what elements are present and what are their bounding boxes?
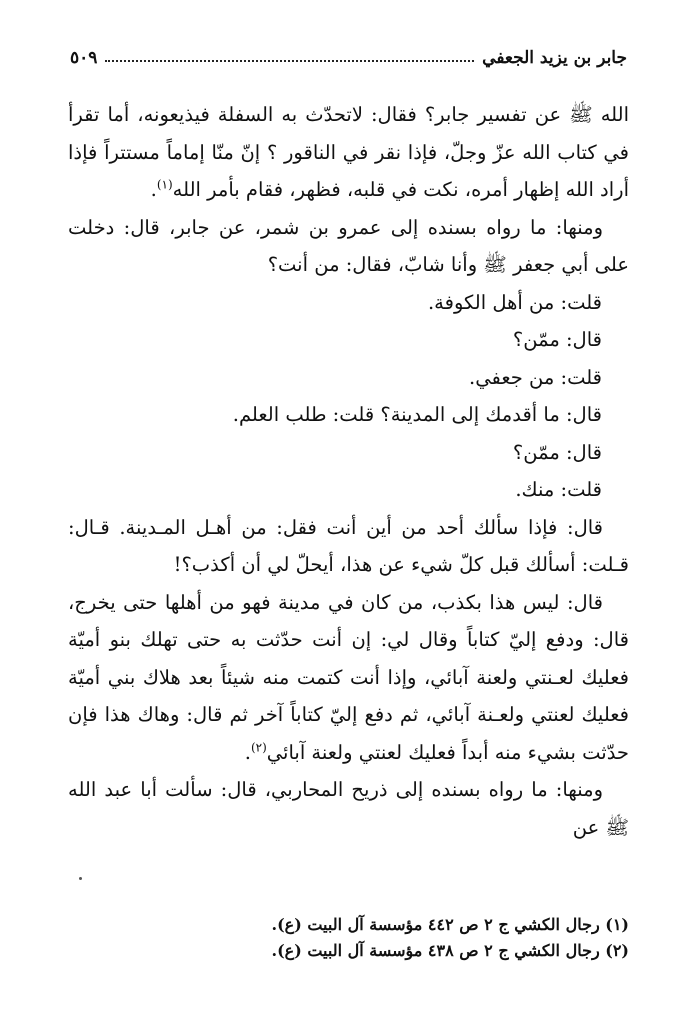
- dialogue-line: قلت: من جعفي.: [469, 365, 602, 389]
- footnote: (٢) رجال الكشي ج ٢ ص ٤٣٨ مؤسسة آل البيت (ع).: [271, 941, 629, 960]
- stray-dot: [79, 877, 82, 880]
- footnote: (١) رجال الكشي ج ٢ ص ٤٤٢ مؤسسة آل البيت (ع).: [271, 915, 629, 934]
- running-header: [70, 42, 627, 68]
- paragraph: الله ﷺ عن تفسير جابر؟ فقال: لاتحدّث به السفلة فيذيعونه، أما تقرأ في كتاب الله عزّ وجلّ، فإذا نقر في الناقور ؟ إنّ منّا إماماً مستتراً فإذا أراد الله إظهار أمره، نكت في قلبه، فظهر، فقام بأمر الله$^{(١)}$.: [68, 103, 629, 201]
- page-number: ٥٠٩: [70, 48, 98, 68]
- dialogue-line: قال: ما أقدمك إلى المدينة؟ قلت: طلب العلم.: [232, 403, 602, 426]
- header-dot-leader: [105, 59, 474, 62]
- footnote-mark: (١): [156, 177, 173, 192]
- footnotes: [68, 912, 629, 964]
- dialogue-line: قلت: من أهل الكوفة.: [427, 290, 602, 314]
- paragraph: قال: فإذا سألك أحد من أين أنت فقل: من أهـل المـدينة. قـال: قـلت: أسألك قبل كلّ شيء عن هذا، أيحلّ لي أن أكذب؟!: [68, 515, 629, 576]
- dialogue-line: قال: ممّن؟: [512, 328, 602, 351]
- header-title: جابر بن يزيد الجعفي: [482, 48, 627, 68]
- dialogue-line: قلت: منك.: [515, 478, 602, 501]
- paragraph: ومنها: ما رواه بسنده إلى عمرو بن شمر، عن جابر، قال: دخلت على أبي جعفر ﷺ وأنا شابّ، فقال: من أنت؟: [68, 215, 629, 276]
- footnote-mark: (٢): [250, 740, 267, 754]
- main-text: [68, 96, 629, 846]
- dialogue-line: قال: ممّن؟: [512, 440, 602, 464]
- paragraph: قال: ليس هذا بكذب، من كان في مدينة فهو من أهلها حتى يخرج، قال: ودفع إليّ كتاباً وقال لي: إن أنت حدّثت به حتى تهلك بنو أميّة فعليك لعـنتي ولعنة آبائي، وإذا أنت كتمت منه شيئاً بعد هلاك بني أميّة فعليك لعنتي ولعـنة آبائي، ثم دفع إليّ كتاباً آخر ثم قال: وهاك هذا فإن حدّثت بشيء منه أبداً فعليك لعنتي ولعنة آبائي$^{(٢)}$.: [68, 590, 629, 764]
- paragraph: ومنها: ما رواه بسنده إلى ذريح المحاربي، قال: سألت أبا عبد الله ﷺ عن: [68, 778, 629, 839]
